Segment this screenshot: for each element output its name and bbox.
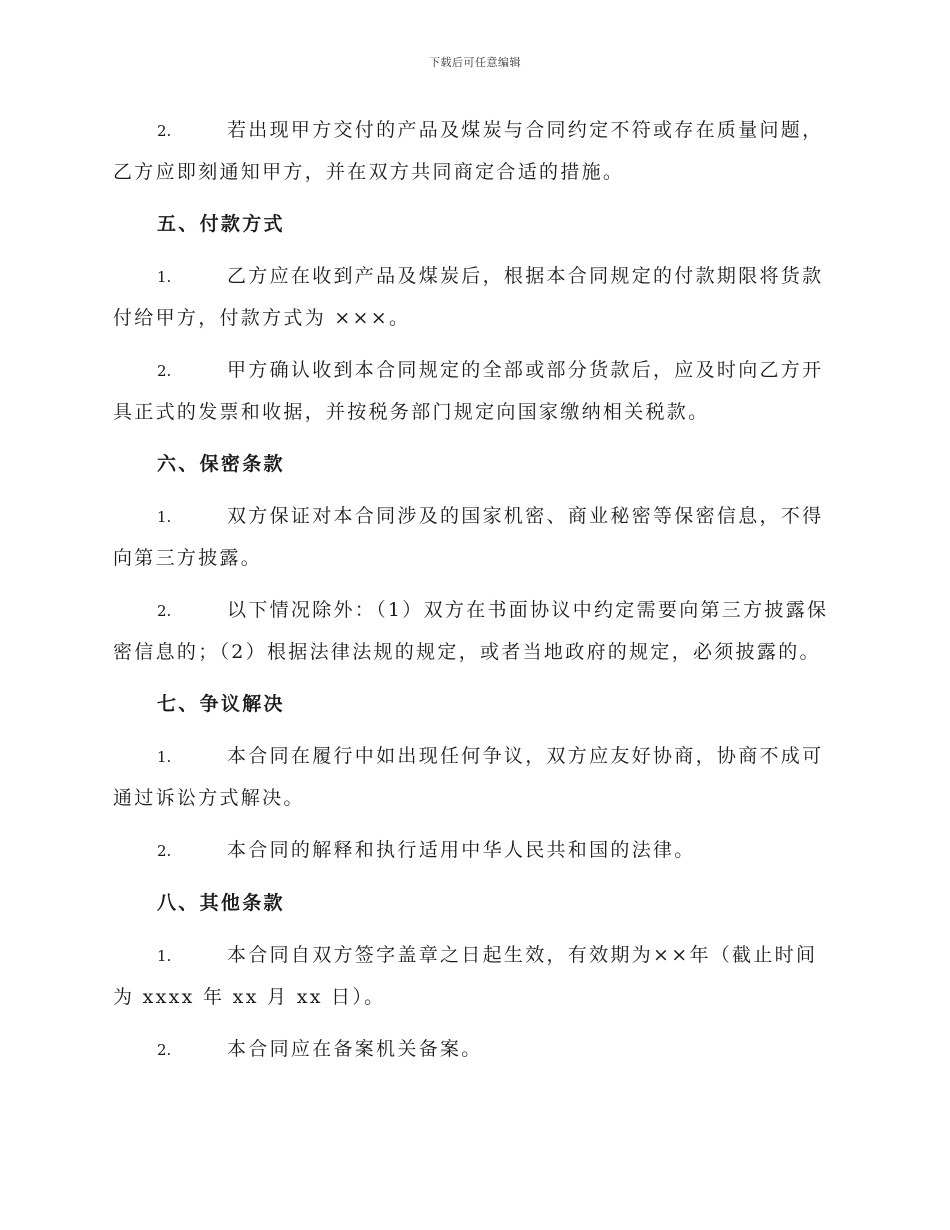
clause-dispute-1 — [113, 736, 833, 819]
clause-text: 本合同应在备案机关备案。 — [227, 1038, 483, 1060]
section-heading-confidentiality: 六、保密条款 — [157, 453, 285, 475]
clause-dispute-2 — [113, 830, 833, 872]
clause-text: 本合同的解释和执行适用中华人民共和国的法律。 — [227, 839, 696, 861]
document-body — [113, 110, 833, 1071]
clause-number: 1. — [157, 947, 172, 965]
clause-number: 1. — [157, 508, 172, 526]
clause-text: 以下情况除外：（1）双方在书面协议中约定需要向第三方披露保密信息的；（2）根据法律法规的规定，或者当地政府的规定，必须披露的。 — [113, 599, 829, 663]
clause-confidentiality-2 — [113, 590, 833, 673]
clause-text: 双方保证对本合同涉及的国家机密、商业秘密等保密信息，不得向第三方披露。 — [113, 505, 824, 569]
clause-number: 2. — [157, 602, 172, 620]
clause-number: 2. — [157, 362, 172, 380]
clause-2-quality — [113, 110, 833, 193]
clause-text: 乙方应在收到产品及煤炭后，根据本合同规定的付款期限将货款付给甲方，付款方式为 ×××。 — [113, 265, 824, 329]
clause-payment-1 — [113, 256, 833, 339]
clause-other-2 — [113, 1029, 833, 1071]
clause-number: 2. — [157, 122, 172, 140]
clause-text: 本合同自双方签字盖章之日起生效，有效期为××年（截止时间为 xxxx 年 xx 月 xx 日）。 — [113, 944, 818, 1008]
section-heading-payment: 五、付款方式 — [157, 213, 285, 235]
clause-number: 2. — [157, 1041, 172, 1059]
clause-text: 本合同在履行中如出现任何争议，双方应友好协商，协商不成可通过诉讼方式解决。 — [113, 745, 824, 809]
section-heading-other: 八、其他条款 — [157, 892, 285, 914]
section-heading-dispute: 七、争议解决 — [157, 693, 285, 715]
page-header-note: 下载后可任意编辑 — [429, 56, 521, 69]
clause-number: 2. — [157, 842, 172, 860]
clause-number: 1. — [157, 268, 172, 286]
clause-text: 甲方确认收到本合同规定的全部或部分货款后，应及时向乙方开具正式的发票和收据，并按税务部门规定向国家缴纳相关税款。 — [113, 359, 824, 423]
clause-other-1 — [113, 935, 833, 1018]
clause-text: 若出现甲方交付的产品及煤炭与合同约定不符或存在质量问题，乙方应即刻通知甲方，并在双方共同商定合适的措施。 — [113, 119, 824, 183]
clause-confidentiality-1 — [113, 496, 833, 579]
clause-payment-2 — [113, 350, 833, 433]
clause-number: 1. — [157, 748, 172, 766]
